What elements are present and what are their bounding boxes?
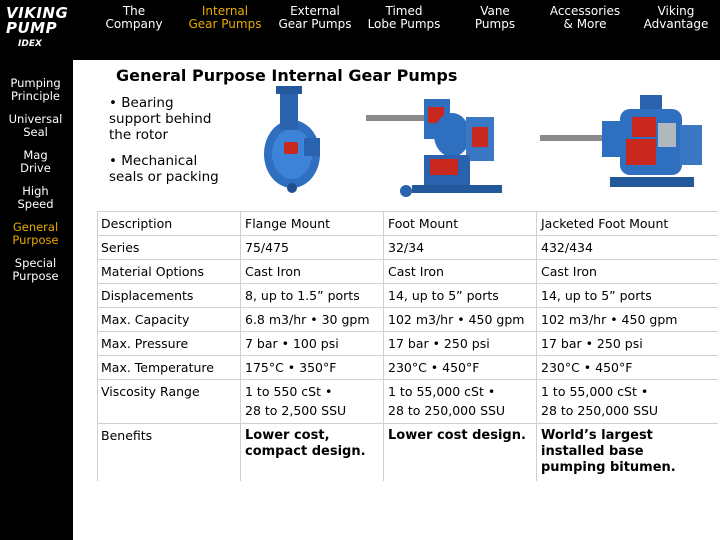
page-title: General Purpose Internal Gear Pumps <box>116 66 458 85</box>
nav-internal-gear-pumps[interactable]: Internal Gear Pumps <box>188 4 262 31</box>
row-label-description: Description <box>101 216 173 231</box>
row-label-displacements: Displacements <box>101 288 194 303</box>
logo-text-pump[interactable]: PUMP <box>6 19 58 37</box>
table-cell: Flange Mount <box>245 216 331 231</box>
table-divider <box>383 211 384 481</box>
row-label-max-pressure: Max. Pressure <box>101 336 189 351</box>
table-cell: 175°C • 350°F <box>245 360 337 375</box>
table-cell: World’s largest installed base pumping bitumen. <box>541 428 676 475</box>
table-cell: 7 bar • 100 psi <box>245 336 339 351</box>
table-cell: 6.8 m3/hr • 30 gpm <box>245 312 370 327</box>
flange-mount-pump-image <box>258 86 330 204</box>
table-cell: Lower cost design. <box>388 428 526 443</box>
table-cell: Cast Iron <box>541 264 597 279</box>
side-nav-special-purpose[interactable]: Special Purpose <box>12 256 59 283</box>
table-cell: 230°C • 450°F <box>388 360 480 375</box>
table-divider <box>536 211 537 481</box>
table-row <box>97 331 718 356</box>
table-cell: 102 m3/hr • 450 gpm <box>541 312 678 327</box>
table-cell: 102 m3/hr • 450 gpm <box>388 312 525 327</box>
feature-bullet-bearing: • Bearing support behind the rotor <box>109 95 212 143</box>
row-label-benefits: Benefits <box>101 428 153 443</box>
spec-table <box>97 211 718 481</box>
table-cell: 1 to 55,000 cSt • 28 to 250,000 SSU <box>541 384 659 418</box>
table-cell: Cast Iron <box>388 264 444 279</box>
nav-vane-pumps[interactable]: Vane Pumps <box>474 4 516 31</box>
nav-accessories[interactable]: Accessories & More <box>549 4 621 31</box>
table-cell: Lower cost, compact design. <box>245 428 366 459</box>
feature-bullet-seals: • Mechanical seals or packing <box>109 153 219 185</box>
table-row <box>97 355 718 380</box>
logo-text-viking[interactable]: VIKING <box>6 4 69 22</box>
nav-viking-advantage[interactable]: Viking Advantage <box>643 4 709 31</box>
table-divider <box>97 211 98 481</box>
table-cell: 32/34 <box>388 240 425 255</box>
row-label-max-capacity: Max. Capacity <box>101 312 190 327</box>
table-cell: 17 bar • 250 psi <box>541 336 643 351</box>
table-divider <box>240 211 241 481</box>
table-row <box>97 283 718 308</box>
table-cell: 14, up to 5” ports <box>388 288 499 303</box>
table-row <box>97 423 718 482</box>
table-row <box>97 211 718 236</box>
table-cell: 17 bar • 250 psi <box>388 336 490 351</box>
nav-timed-lobe-pumps[interactable]: Timed Lobe Pumps <box>367 4 441 31</box>
side-nav-high-speed[interactable]: High Speed <box>17 184 54 211</box>
row-label-viscosity-range: Viscosity Range <box>101 384 200 399</box>
nav-external-gear-pumps[interactable]: External Gear Pumps <box>278 4 352 31</box>
table-cell: 432/434 <box>541 240 593 255</box>
side-nav-general-purpose[interactable]: General Purpose <box>12 220 59 247</box>
table-cell: 8, up to 1.5” ports <box>245 288 360 303</box>
row-label-series: Series <box>101 240 140 255</box>
side-nav-mag-drive[interactable]: Mag Drive <box>20 148 51 175</box>
side-nav-pumping-principle[interactable]: Pumping Principle <box>10 76 61 103</box>
table-cell: 1 to 55,000 cSt • 28 to 250,000 SSU <box>388 384 506 418</box>
nav-the-company[interactable]: The Company <box>105 4 163 31</box>
table-cell: 230°C • 450°F <box>541 360 633 375</box>
table-row <box>97 235 718 260</box>
side-nav-universal-seal[interactable]: Universal Seal <box>8 112 63 139</box>
table-cell: Jacketed Foot Mount <box>541 216 669 231</box>
table-cell: 14, up to 5” ports <box>541 288 652 303</box>
row-label-max-temperature: Max. Temperature <box>101 360 214 375</box>
table-cell: Cast Iron <box>245 264 301 279</box>
logo-idex: IDEX <box>18 39 42 49</box>
table-row <box>97 379 718 424</box>
table-row <box>97 259 718 284</box>
foot-mount-pump-image <box>366 93 516 201</box>
table-row <box>97 307 718 332</box>
row-label-material-options: Material Options <box>101 264 204 279</box>
table-cell: 75/475 <box>245 240 289 255</box>
table-cell: 1 to 550 cSt • 28 to 2,500 SSU <box>245 384 347 418</box>
jacketed-foot-mount-pump-image <box>540 95 708 203</box>
table-cell: Foot Mount <box>388 216 459 231</box>
